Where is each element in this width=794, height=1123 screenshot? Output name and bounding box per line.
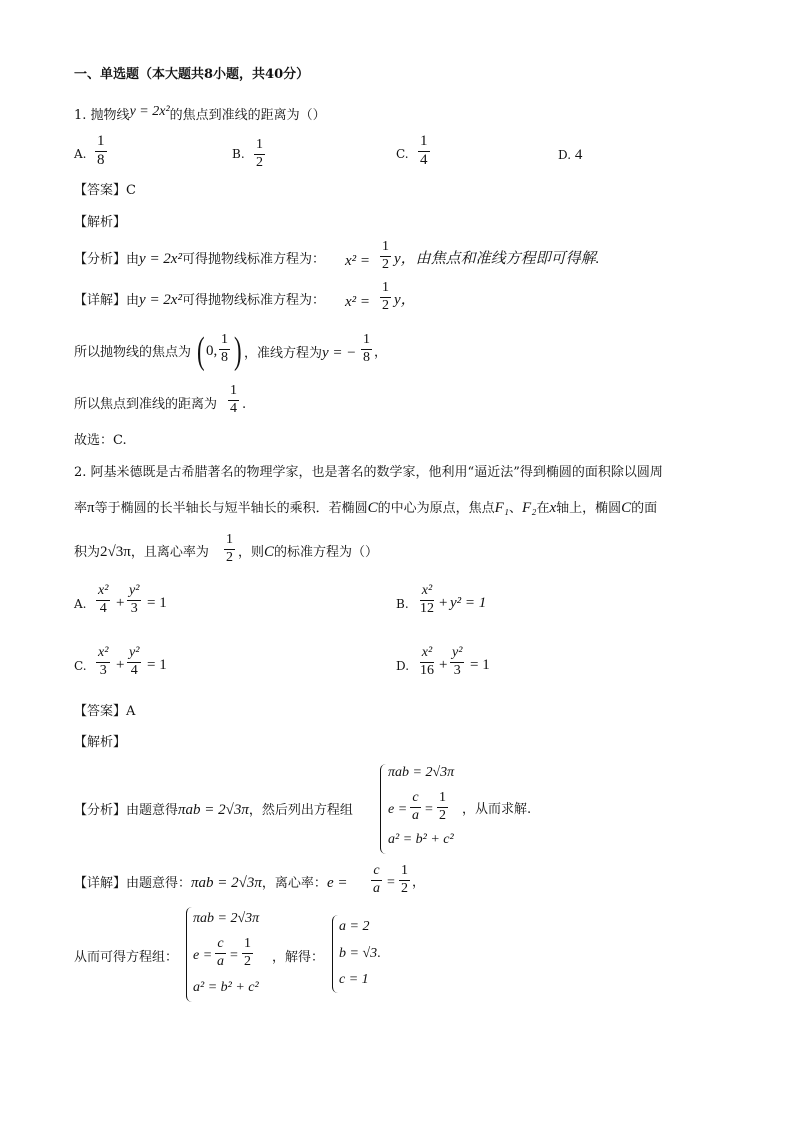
option-label: C.	[396, 147, 409, 161]
system2-pre: 从而可得方程组：	[74, 950, 179, 965]
solution-a: a = 2	[339, 919, 370, 934]
question-2-line1	[74, 466, 663, 479]
text: 可得抛物线标准方程为：	[181, 252, 325, 267]
plus-sign: +	[116, 657, 125, 673]
stem-text: 的焦点到准线的距离为（）	[169, 108, 326, 123]
fenxi-label: 【分析】	[74, 803, 127, 818]
fenxi-std-eq	[345, 252, 370, 269]
text: ，准线方程为	[244, 346, 323, 361]
text: ，则	[238, 545, 265, 560]
eccentricity-fraction	[224, 533, 235, 565]
option-a	[74, 148, 86, 160]
math-expression: x² =	[345, 294, 371, 310]
text: 轴上，椭圆	[556, 501, 622, 516]
option-label: A.	[74, 147, 87, 161]
choose-line: 故选：C.	[74, 433, 127, 448]
text: y，	[394, 292, 416, 308]
question-number: 1.	[74, 108, 87, 123]
q2-option-a: A.	[74, 597, 87, 611]
one-half	[242, 937, 253, 969]
brace	[186, 907, 192, 1002]
solve-label: ，解得：	[272, 950, 325, 965]
q2-xiangjie-line	[74, 876, 347, 891]
denominator: a	[412, 807, 419, 823]
numerator: c	[215, 937, 225, 954]
math-expression: y = 2x²	[139, 251, 182, 267]
numerator: y²	[127, 646, 141, 663]
q2-fenxi-end: ，从而求解.	[462, 802, 532, 817]
math-expression: πab = 2√3π	[178, 802, 249, 818]
q2-a-frac2	[127, 584, 141, 616]
one-half	[399, 864, 410, 896]
left-paren: (	[197, 330, 205, 372]
math-expression: x² =	[345, 253, 371, 269]
one-half	[437, 791, 448, 823]
denominator: 2	[401, 880, 408, 896]
text: 由	[126, 293, 140, 308]
equals-sign: =	[425, 802, 433, 817]
q2-option-d: D.	[396, 659, 410, 673]
denominator: 4	[99, 600, 107, 616]
question-1-stem	[74, 104, 326, 123]
solution-b	[339, 947, 381, 961]
fenxi-fraction	[380, 240, 391, 272]
q2-xiangjie-end: ，	[412, 875, 426, 890]
option-c	[396, 148, 409, 160]
system-eq-2: e =	[388, 802, 408, 817]
text: 等于椭圆的长半轴长与短半轴长的乘积．若椭圆	[94, 501, 368, 516]
analysis-label: 【解析】	[74, 215, 127, 230]
option-label: B.	[232, 147, 245, 161]
numerator: x²	[96, 584, 110, 601]
math-expression: 2√3π	[100, 544, 131, 560]
numerator: 1	[361, 333, 372, 350]
numerator: x²	[420, 646, 434, 663]
distance-line	[74, 398, 217, 411]
denominator: 12	[420, 600, 434, 616]
numerator: 1	[380, 281, 391, 298]
plus-sign: +	[116, 595, 125, 611]
q2-fenxi-line	[74, 803, 353, 818]
numerator: 1	[418, 134, 430, 152]
math-expression: C	[367, 500, 378, 516]
numerator: c	[371, 864, 381, 881]
numerator: 1	[95, 134, 107, 152]
math-expression: x	[549, 500, 557, 516]
text: ，离心率：	[261, 876, 327, 891]
question-2-line3-a	[74, 545, 209, 560]
denominator: 2	[439, 807, 446, 823]
text: 所以焦点到准线的距离为	[74, 397, 218, 412]
fenxi-label: 【分析】	[74, 252, 127, 267]
system-eq-3: a² = b² + c²	[388, 832, 454, 847]
math-expression: e =	[326, 875, 348, 891]
denominator: a	[373, 880, 380, 896]
equals-sign: =	[230, 948, 238, 963]
numerator: x²	[420, 584, 434, 601]
c-over-a	[371, 864, 382, 896]
question-2-line3-b	[238, 545, 378, 560]
text: 率	[74, 501, 88, 516]
denominator: 8	[221, 349, 228, 365]
xiangjie-label: 【详解】	[74, 293, 127, 308]
numerator: 1	[219, 333, 230, 350]
plus-sign: +	[439, 595, 448, 611]
q2-d-frac2	[450, 646, 464, 678]
numerator: y²	[450, 646, 464, 663]
c-over-a	[410, 791, 421, 823]
math-expression: πab = 2√3π	[191, 875, 262, 891]
xiangjie-line	[74, 293, 325, 308]
numerator: 1	[437, 791, 448, 808]
math-expression: F₁	[494, 500, 510, 516]
text: 所以抛物线的焦点为	[74, 345, 192, 360]
option-label: D.	[558, 148, 572, 162]
option-b	[232, 148, 245, 160]
answer-line	[74, 184, 136, 197]
equals-one: = 1	[470, 657, 490, 673]
directrix-fraction	[361, 333, 372, 365]
q2-b-frac1	[418, 584, 436, 616]
text: y，由焦点和准线方程即可得解.	[394, 251, 600, 267]
equals-sign: =	[387, 875, 395, 890]
c-over-a	[215, 937, 226, 969]
text: 的中心为原点，焦点	[377, 501, 495, 516]
q2-analysis-label: 【解析】	[74, 735, 127, 750]
system2-eq-1: πab = 2√3π	[193, 911, 260, 926]
equals-one: = 1	[147, 595, 167, 611]
focus-point: 0,	[206, 343, 218, 359]
math-expression: y = −	[322, 345, 357, 361]
option-b-fraction	[254, 138, 265, 170]
denominator: 3	[453, 662, 461, 678]
numerator: y²	[127, 584, 141, 601]
denominator: 2	[382, 297, 389, 313]
right-paren: )	[234, 330, 242, 372]
option-d	[558, 148, 582, 163]
period: .	[377, 946, 381, 961]
option-a-fraction	[95, 134, 107, 169]
q2-option-c: C.	[74, 659, 87, 673]
text: ，然后列出方程组	[248, 803, 353, 818]
math-expression: y = 2x²	[139, 292, 182, 308]
text: 、	[509, 501, 523, 516]
numerator: 1	[224, 533, 235, 550]
focus-line	[74, 346, 191, 359]
text: 的面	[631, 501, 658, 516]
denominator: 2	[226, 549, 233, 565]
answer-label: 【答案】	[74, 183, 127, 198]
text: 积为	[74, 545, 101, 560]
plus-sign: +	[439, 657, 448, 673]
fenxi-line	[74, 252, 325, 267]
question-number: 2.	[74, 465, 87, 480]
text: 由题意得	[126, 803, 179, 818]
focus-end: ，	[374, 345, 388, 360]
denominator: 2	[382, 256, 389, 272]
numerator: x²	[96, 646, 110, 663]
math-expression: C	[621, 500, 632, 516]
numerator: 1	[228, 384, 239, 401]
math-expression: C	[264, 544, 275, 560]
math-expression: y = 2x²	[129, 104, 170, 119]
answer-value: C	[126, 183, 136, 198]
text: 由	[126, 252, 140, 267]
text: 由题意得：	[126, 876, 192, 891]
xiangjie-std-eq	[345, 293, 370, 310]
section-title: 一、单选题（本大题共8小题，共40分）	[74, 67, 310, 82]
denominator: 4	[230, 400, 237, 416]
brace	[332, 915, 338, 993]
denominator: 4	[130, 662, 138, 678]
stem-text: 抛物线	[90, 108, 130, 123]
y-squared-eq: y² = 1	[450, 595, 487, 611]
numerator: 1	[380, 240, 391, 257]
denominator: 4	[420, 151, 428, 168]
denominator: 8	[363, 349, 370, 365]
denominator: 3	[130, 600, 138, 616]
q2-c-frac1	[96, 646, 110, 678]
math-expression: π	[87, 500, 95, 516]
q2-a-frac1	[96, 584, 110, 616]
denominator: 2	[244, 953, 251, 969]
text: ，且离心率为	[130, 545, 209, 560]
solution-c: c = 1	[339, 972, 369, 987]
q2-d-frac1	[418, 646, 436, 678]
denominator: 3	[99, 662, 107, 678]
denominator: 8	[97, 151, 105, 168]
xiangjie-end	[394, 293, 416, 308]
equals-one: = 1	[147, 657, 167, 673]
numerator: 1	[399, 864, 410, 881]
stem-text: 阿基米德既是古希腊著名的物理学家，也是著名的数学家，他利用“逼近法”得到椭圆的面积除以圆周	[90, 465, 663, 480]
text: 在	[536, 501, 550, 516]
distance-end: .	[242, 397, 247, 412]
math-expression: F₂	[522, 500, 537, 516]
option-c-fraction	[418, 134, 430, 169]
focus-mid	[244, 346, 356, 361]
system2-eq-3: a² = b² + c²	[193, 980, 259, 995]
brace	[380, 764, 386, 854]
xiangjie-fraction	[380, 281, 391, 313]
numerator: 1	[242, 937, 253, 954]
numerator: c	[410, 791, 420, 808]
system-eq-1: πab = 2√3π	[388, 765, 455, 780]
denominator: 2	[256, 154, 263, 170]
text: 的标准方程为（）	[274, 545, 379, 560]
fenxi-end	[394, 252, 599, 267]
text: 可得抛物线标准方程为：	[181, 293, 325, 308]
q2-option-b: B.	[396, 597, 409, 611]
question-2-line2	[74, 501, 657, 516]
answer-label: 【答案】	[74, 704, 127, 719]
system2-eq-2: e =	[193, 948, 213, 963]
q2-answer-line	[74, 705, 135, 718]
answer-value: A	[126, 704, 136, 719]
solution-b-text: b = √3	[339, 946, 378, 961]
focus-fraction	[219, 333, 230, 365]
xiangjie-label: 【详解】	[74, 876, 127, 891]
distance-fraction	[228, 384, 239, 416]
numerator: 1	[254, 138, 265, 155]
option-value: 4	[574, 147, 583, 163]
q2-c-frac2	[127, 646, 141, 678]
denominator: a	[217, 953, 224, 969]
denominator: 16	[420, 662, 434, 678]
